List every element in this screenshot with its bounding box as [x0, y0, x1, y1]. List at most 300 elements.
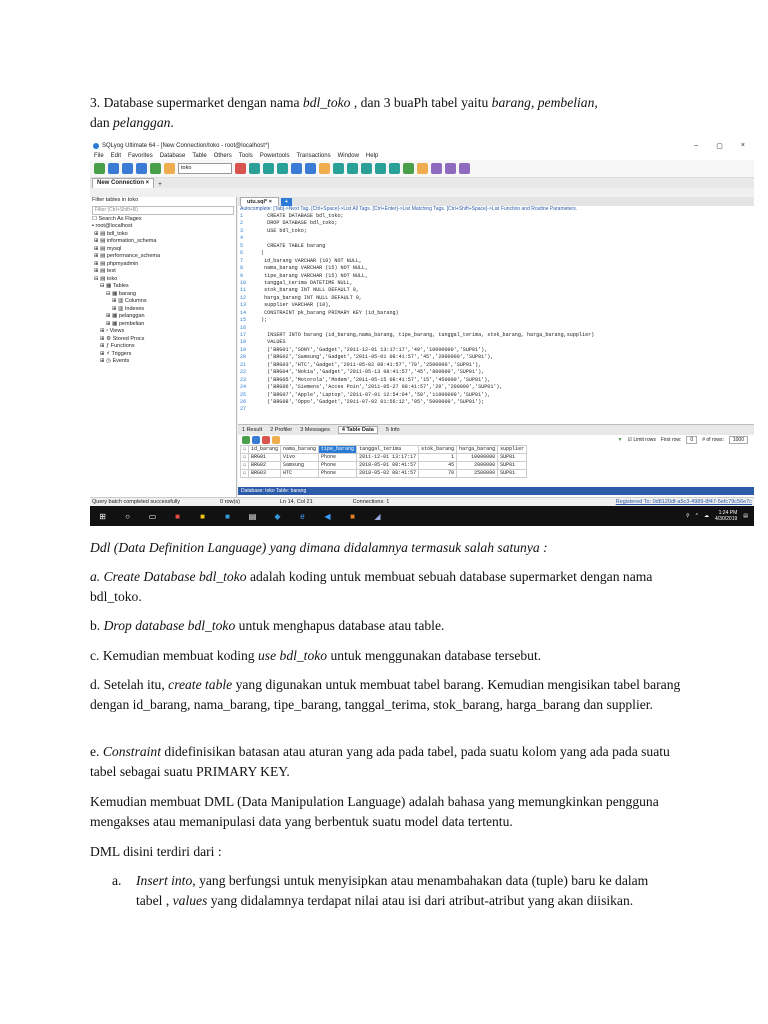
code-line [238, 295, 754, 302]
table-cell[interactable]: 70 [419, 470, 457, 478]
menu-bar [90, 151, 754, 160]
text: create table [168, 677, 233, 692]
windows-start-icon[interactable]: ⊞ [99, 511, 106, 521]
item-e [90, 742, 690, 782]
line-number: 12 [240, 294, 247, 301]
database-selector[interactable] [178, 163, 232, 174]
limit-rows-label: Limit rows [633, 437, 656, 443]
grid-header-row [241, 446, 527, 454]
code-line [238, 406, 754, 413]
column-header[interactable]: harga_barang [457, 446, 498, 454]
query-editor [238, 197, 754, 424]
database-footer: Database: toko Table: barang [238, 487, 754, 495]
code-text: ('BRG05','Motorola','Modem','2011-05-15 08:41:57','15','450000','SUP01'), [258, 376, 491, 383]
copy-db-icon[interactable] [347, 163, 358, 174]
table-cell[interactable]: SUP01 [498, 470, 527, 478]
table-cell[interactable]: 10000000 [457, 454, 498, 462]
line-number: 10 [240, 279, 247, 286]
code-text: ('BRG07','Apple','Laptop','2011-07-01 12:54:04','50','11000000','SUP01'), [258, 391, 491, 398]
tree-item[interactable]: ▪ root@localhost [92, 223, 133, 229]
tree-label: barang [118, 290, 137, 297]
sync-icon[interactable] [333, 163, 344, 174]
code-text: CREATE DATABASE bdl_toko; [258, 213, 344, 219]
limit-rows-checkbox[interactable]: ☑ Limit rows [627, 437, 656, 443]
report-icon[interactable] [319, 163, 330, 174]
tree-label: information_schema [106, 238, 157, 244]
menu-powertools[interactable]: Powertools [259, 152, 290, 159]
window-controls [694, 142, 751, 150]
line-number: 11 [240, 287, 247, 294]
code-text: tanggal_terima DATETIME NULL, [258, 279, 353, 286]
code-text: VALUES [258, 339, 286, 346]
scheduler-icon[interactable] [375, 163, 386, 174]
column-header[interactable]: id_barang [249, 446, 281, 454]
status-rows: 0 row(s) [220, 499, 240, 505]
row-checkbox[interactable]: ☐ [241, 454, 249, 462]
dml-list-item-a [112, 871, 672, 911]
code-line [238, 310, 754, 317]
tree-item[interactable]: ⊞ ▤ phpmyadmin [94, 260, 139, 267]
clock-time: 1:24 PM [718, 510, 738, 516]
tree-label: pelanggan [118, 313, 145, 319]
table-cell[interactable]: HTC [281, 470, 319, 478]
code-line [238, 250, 754, 257]
text: , dan 3 buaPh tabel yaitu [350, 95, 492, 110]
line-number: 14 [240, 309, 247, 316]
object-browser [90, 197, 237, 497]
delete-icon[interactable] [262, 436, 270, 444]
code-text: CREATE TABLE barang [258, 242, 326, 249]
database-selector-value: toko [181, 165, 192, 171]
tree-item[interactable]: ⊟ ▤ toko [94, 275, 118, 282]
code-line [238, 362, 754, 369]
tree-item[interactable]: ⊞ ▥ Columns [112, 298, 147, 304]
tree-label: Functions [110, 343, 135, 349]
code-text: tipe_barang VARCHAR (15) NOT NULL, [258, 272, 369, 279]
text: values [172, 893, 208, 908]
table-cell[interactable]: 2000000 [457, 462, 498, 470]
menu-transactions[interactable]: Transactions [296, 152, 331, 159]
text: dan [90, 115, 114, 130]
execute-icon[interactable] [122, 163, 133, 174]
menu-file[interactable]: File [94, 152, 104, 159]
column-header[interactable]: nama_barang [281, 446, 319, 454]
code-line [238, 302, 754, 309]
tab-utu-sql[interactable]: utu.sql* × [240, 197, 279, 206]
line-number: 3 [240, 227, 244, 234]
text: 3. Database supermarket dengan nama [90, 95, 303, 110]
code-area[interactable] [238, 213, 754, 414]
code-text: supplier VARCHAR (10), [258, 302, 332, 309]
tree-item[interactable]: ⊞ ▤ information_schema [94, 238, 157, 244]
table-cell[interactable]: 2018-05-02 08:41:57 [357, 470, 419, 478]
table-row[interactable] [241, 454, 527, 462]
tree-label: Events [112, 358, 130, 364]
code-text: ( [258, 250, 265, 257]
code-text: harga_barang INT NULL DEFAULT 0, [258, 294, 362, 301]
tree-item[interactable]: ⊞ ▥ Indexes [112, 305, 145, 312]
tree-item[interactable]: ⊞ ▤ bdl_toko [94, 230, 128, 237]
text: , yang berfungsi untuk menyisipkan atau menambahakan data (tuple) baru ke dalam tabel , [136, 873, 649, 908]
refresh-icon[interactable] [150, 163, 161, 174]
limit-options [618, 436, 755, 444]
menu-table[interactable]: Table [192, 152, 207, 159]
table-cell[interactable]: 2011-12-01 13:17:17 [357, 454, 419, 462]
tree-item[interactable]: ⊞ ◷ Events [100, 358, 130, 364]
sqlyog-taskbar-icon[interactable]: ◆ [274, 511, 281, 521]
line-number: 16 [240, 324, 247, 331]
status-message: Query batch completed successfully [92, 499, 181, 505]
app-icon-2[interactable]: ◢ [374, 511, 381, 521]
table-row[interactable] [241, 470, 527, 478]
tree-label: performance_schema [106, 253, 161, 259]
new-query-icon[interactable] [108, 163, 119, 174]
close-button[interactable]: × [740, 141, 745, 149]
code-text: nama_barang VARCHAR (15) NOT NULL, [258, 265, 369, 272]
ddl-intro [90, 538, 690, 558]
tab-profiler[interactable]: 2 Profiler [270, 427, 293, 433]
line-number: 13 [240, 302, 247, 309]
text: adalah koding untuk membuat sebuah database supermarket dengan nama bdl_toko. [90, 569, 653, 604]
menu-help[interactable]: Help [365, 152, 379, 159]
tree-item[interactable]: ⊞ ▦ pembelian [106, 320, 145, 327]
line-number: 25 [240, 391, 247, 398]
table-cell[interactable]: 45 [419, 462, 457, 470]
chevron-up-icon[interactable]: ^ [695, 513, 699, 519]
text: Ddl (Data Definition Language) yang dimana didalamnya termasuk salah satunya : [90, 540, 548, 555]
autocomplete-hint: Autocomplete: [Tab]->Next Tag. [Ctrl+Space]->List All Tags. [Ctrl+Enter]->List Matching Tags. [Ctrl+Shift+Space]->List Function and Routine Parameters. [240, 206, 578, 212]
line-number: 19 [240, 346, 247, 353]
tab-table-data[interactable]: 4 Table Data [338, 426, 378, 434]
task-view-icon[interactable]: ▭ [148, 511, 157, 521]
people-icon[interactable]: ⚲ [685, 513, 690, 519]
column-header[interactable]: supplier [498, 446, 527, 454]
code-text: ); [258, 317, 268, 324]
query-builder-icon[interactable] [403, 163, 414, 174]
table-cell[interactable]: Phone [319, 470, 357, 478]
first-row-input[interactable]: 0 [686, 436, 697, 444]
tree-label: Triggers [111, 350, 132, 357]
line-number: 23 [240, 376, 247, 383]
tree-label: test [106, 268, 116, 274]
table-cell[interactable]: 2500000 [457, 470, 498, 478]
line-number: 9 [240, 272, 244, 279]
text: untuk menggunakan database tersebut. [327, 648, 542, 663]
table-cell[interactable]: BRG02 [249, 462, 281, 470]
comment-icon[interactable] [445, 163, 456, 174]
tree-item[interactable]: ⊞ ▤ performance_schema [94, 253, 161, 259]
code-text: USE bdl_toko; [258, 227, 307, 234]
menu-database[interactable]: Database [159, 152, 186, 159]
line-number: 15 [240, 317, 247, 324]
tree-label: Views [109, 328, 125, 334]
text: barang, pembelian, [491, 95, 598, 110]
tools-icon[interactable] [164, 163, 175, 174]
column-header[interactable]: tanggal_terima [357, 446, 419, 454]
list-item-text [136, 871, 672, 911]
tree-label: pembelian [118, 320, 145, 327]
code-line [238, 369, 754, 376]
tree-label: phpmyadmin [106, 260, 139, 267]
text: bdl_toko [302, 95, 351, 110]
text: pelanggan [113, 115, 171, 130]
table-row[interactable] [241, 462, 527, 470]
text: b. [90, 618, 104, 633]
code-line [238, 339, 754, 346]
window-titlebar [90, 140, 754, 151]
clock[interactable] [715, 510, 737, 522]
app-icon[interactable]: ■ [350, 511, 355, 521]
window-title: SQLyog Ultimate 64 - [New Connection/toko - root@localhost*] [102, 142, 269, 149]
rows-input[interactable]: 1000 [729, 436, 748, 444]
result-grid [240, 445, 527, 478]
code-line [238, 384, 754, 391]
tree-item[interactable]: ⊞ ▤ mysql [94, 245, 122, 252]
text: d. Setelah itu, [90, 677, 169, 692]
tab-messages[interactable]: 3 Messages [300, 427, 330, 433]
column-header[interactable]: stok_barang [419, 446, 457, 454]
tree-item[interactable]: ⊞ ⚡ Triggers [100, 350, 132, 357]
tab-result[interactable]: 1 Result [242, 427, 263, 433]
add-tab-icon[interactable]: + [158, 182, 162, 188]
search-label: Search As Flagex [98, 215, 142, 222]
code-text: ('BRG06','Siemens','Acces Poin','2011-05-27 08:41:57','20','200000','SUP01'), [258, 384, 503, 391]
line-number: 24 [240, 384, 247, 391]
menu-favorites[interactable]: Favorites [128, 152, 153, 159]
list-marker: a. [112, 873, 122, 888]
line-number: 20 [240, 354, 247, 361]
connection-tabs [90, 178, 754, 188]
main-toolbar [90, 160, 754, 178]
tree-item[interactable]: ⊞ ▦ pelanggan [106, 313, 145, 319]
code-line [238, 392, 754, 399]
tree-label: root@localhost [95, 223, 133, 229]
designer-icon[interactable] [417, 163, 428, 174]
code-text: stok_barang INT NULL DEFAULT 0, [258, 287, 359, 294]
code-text: CONSTRAINT pk_barang PRIMARY KEY (id_barang) [258, 309, 399, 316]
editor-tabs [238, 197, 754, 206]
status-cursor: Ln 14, Col 21 [279, 499, 313, 505]
text: DML disini terdiri dari : [90, 844, 222, 859]
menu-others[interactable]: Others [213, 152, 232, 159]
sqlyog-screenshot [90, 140, 754, 526]
code-line [238, 332, 754, 339]
code-line [238, 235, 754, 242]
text: Kemudian membuat DML (Data Manipulation Language) adalah bahasa yang memungkinkan pengguna mengakses atau memanipulasi data yang berbentuk suatu model data tertentu. [90, 794, 659, 829]
text: use bdl_toko [258, 648, 328, 663]
table-cell[interactable]: 1 [419, 454, 457, 462]
system-tray [686, 510, 754, 522]
code-text: ('BRG04','Nokia','Gadget','2011-05-13 08:41:57','45','800000','SUP01'), [258, 369, 485, 376]
code-line [238, 243, 754, 250]
backup-icon[interactable] [249, 163, 260, 174]
code-text: ('BRG08','Oppo','Gadget','2011-07-02 01:56:12','95','5000000','SUP01'); [258, 398, 485, 405]
loop-icon[interactable] [361, 163, 372, 174]
tree-label: bdl_toko [106, 230, 128, 237]
code-line [238, 354, 754, 361]
row-checkbox[interactable]: ☐ [241, 470, 249, 478]
mail-icon[interactable]: ■ [225, 511, 230, 521]
tree-item[interactable]: ⊞ ▫ Views [100, 328, 125, 334]
search-checkbox-row[interactable]: ☐ Search As Flagex [92, 215, 142, 222]
restore-icon[interactable] [263, 163, 274, 174]
first-row-label: First row: [660, 437, 682, 443]
code-line [238, 287, 754, 294]
text: untuk menghapus database atau table. [235, 618, 445, 633]
table-cell[interactable]: BRG01 [249, 454, 281, 462]
table-cell[interactable]: SUP01 [498, 462, 527, 470]
line-number: 27 [240, 406, 247, 413]
export-icon[interactable] [272, 436, 280, 444]
code-line [238, 265, 754, 272]
code-text: ('BRG01','SONY','Gadget','2011-12-01 13:17:17','49','10000000','SUP01'), [258, 346, 488, 353]
text: Drop database bdl_toko [103, 618, 236, 633]
code-text: DROP DATABASE bdl_toko; [258, 220, 338, 227]
history-icon[interactable] [389, 163, 400, 174]
column-header[interactable]: tipe_barang [319, 446, 357, 454]
text: a. Create Database bdl_toko [90, 569, 247, 584]
code-line [238, 213, 754, 220]
tree-label: Indexes [124, 305, 145, 312]
store-icon[interactable]: ■ [175, 511, 180, 521]
tree-item[interactable]: ⊞ ƒ Functions [100, 343, 135, 349]
filter-input[interactable]: Filter (Ctrl+Shift+B) [92, 206, 234, 215]
table-cell[interactable]: BRG03 [249, 470, 281, 478]
connect-icon[interactable] [94, 163, 105, 174]
menu-window[interactable]: Window [337, 152, 359, 159]
edge-icon[interactable]: e [300, 511, 305, 521]
tree-item[interactable]: ⊞ ⚙ Stored Procs [100, 335, 145, 342]
code-line [238, 220, 754, 227]
line-number: 21 [240, 361, 247, 368]
dml-intro [90, 792, 690, 832]
tree-item[interactable]: ⊟ ▦ Tables [100, 283, 129, 289]
code-line [238, 377, 754, 384]
grid-view-icon[interactable] [242, 436, 250, 444]
table-cell[interactable]: Samsung [281, 462, 319, 470]
tree-label: toko [106, 275, 118, 282]
code-line [238, 228, 754, 235]
code-line [238, 325, 754, 332]
vscode-icon[interactable]: ◀ [324, 511, 331, 521]
sqlyog-icon [93, 143, 99, 149]
maximize-button[interactable]: ▢ [716, 142, 723, 150]
code-line [238, 399, 754, 406]
table-cell[interactable]: 2018-05-01 08:41:57 [357, 462, 419, 470]
line-number: 6 [240, 250, 244, 257]
text: yang digunakan untuk membuat tabel barang. Kemudian mengisikan tabel barang dengan id_barang, nama_barang, tipe_barang, tanggal_terima, stok_barang, harga_barang dan supplier. [90, 677, 681, 712]
code-line [238, 273, 754, 280]
line-number: 8 [240, 265, 244, 272]
status-connections: Connections: 1 [352, 499, 390, 505]
tab-info[interactable]: 5 Info [385, 427, 400, 433]
row-select-header[interactable]: ☐ [241, 446, 249, 454]
tree-label: mysql [106, 245, 122, 252]
line-number: 1 [240, 213, 244, 219]
network-icon[interactable]: ☁ [704, 513, 710, 519]
line-number: 26 [240, 398, 247, 405]
text: c. Kemudian membuat koding [90, 648, 258, 663]
text: Constraint [102, 744, 162, 759]
tab-new-connection[interactable]: New Connection × [92, 178, 154, 188]
row-checkbox[interactable]: ☐ [241, 462, 249, 470]
code-line [238, 280, 754, 287]
menu-tools[interactable]: Tools [238, 152, 253, 159]
import-icon[interactable] [277, 163, 288, 174]
tree-item[interactable]: ⊞ ▤ test [94, 268, 116, 274]
item-d [90, 675, 690, 715]
code-text: ('BRG02','Samsung','Gadget','2011-05-01 08:41:57','45','2000000','SUP01'), [258, 354, 494, 361]
code-text: id_barang VARCHAR (10) NOT NULL, [258, 257, 362, 264]
table-cell[interactable]: Phone [319, 454, 357, 462]
registered-link[interactable]: Registered To: 0d8120df-a5c3-4989-8f47-5efc79c56e7c [615, 499, 752, 505]
table-cell[interactable]: SUP01 [498, 454, 527, 462]
uncomment-icon[interactable] [459, 163, 470, 174]
filter-icon[interactable]: ▼ [617, 437, 623, 443]
intro-paragraph [90, 93, 690, 133]
table-cell[interactable]: Phone [319, 462, 357, 470]
code-line [238, 258, 754, 265]
tab-label: utu.sql* [247, 199, 268, 205]
windows-taskbar [90, 506, 754, 526]
item-b [90, 616, 690, 636]
text: . [170, 115, 174, 130]
search-icon[interactable]: ○ [125, 511, 130, 521]
tree-label: Columns [124, 298, 147, 304]
code-text: INSERT INTO barang (id_barang,nama_barang, tipe_barang, tanggal_terima, stok_barang, harga_barang,supplier) [258, 332, 595, 338]
notification-icon[interactable]: ▤ [743, 513, 748, 519]
format-icon[interactable] [431, 163, 442, 174]
save-icon[interactable] [252, 436, 260, 444]
line-number: 17 [240, 332, 247, 338]
line-number: 22 [240, 369, 247, 376]
filter-label: Filter tables in toko [92, 197, 139, 203]
schema-icon[interactable] [291, 163, 302, 174]
text: Insert into [136, 873, 193, 888]
line-number: 2 [240, 220, 244, 227]
table-cell[interactable]: Vivo [281, 454, 319, 462]
rows-label: # of rows: [702, 437, 724, 443]
media-icon[interactable]: ▤ [248, 511, 257, 521]
code-line [238, 347, 754, 354]
execute-all-icon[interactable] [136, 163, 147, 174]
code-text: ('BRG03','HTC','Gadget','2011-05-02 08:41:57','70','2500000','SUP01'), [258, 361, 482, 368]
result-toolbar [238, 435, 754, 445]
text: didefinisikan batasan atau aturan yang ada pada tabel, pada suatu kolom yang ada pada suatu tabel sebagai suatu PRIMARY KEY. [90, 744, 670, 779]
file-explorer-icon[interactable]: ■ [200, 511, 205, 521]
dml-list-intro [90, 842, 690, 862]
user-icon[interactable] [235, 163, 246, 174]
code-line [238, 317, 754, 324]
minimize-button[interactable]: – [694, 141, 699, 149]
grid-icon[interactable] [305, 163, 316, 174]
clock-date: 4/30/2019 [715, 516, 738, 522]
item-c [90, 646, 690, 666]
text: yang didalamnya terdapat nilai atau isi dari atribut-atribut yang akan diisikan. [207, 893, 634, 908]
line-number: 7 [240, 257, 244, 264]
line-number: 4 [240, 235, 244, 242]
tab-label: New Connection [97, 180, 145, 186]
tree-item[interactable]: ⊟ ▦ barang [106, 290, 137, 297]
result-tabs [238, 425, 754, 435]
text: e. [90, 744, 103, 759]
menu-edit[interactable]: Edit [110, 152, 122, 159]
tree-label: Tables [112, 283, 129, 289]
item-a [90, 567, 690, 607]
line-number: 18 [240, 339, 247, 346]
tree-label: Stored Procs [112, 335, 145, 342]
new-query-tab-icon[interactable]: + [281, 198, 292, 206]
